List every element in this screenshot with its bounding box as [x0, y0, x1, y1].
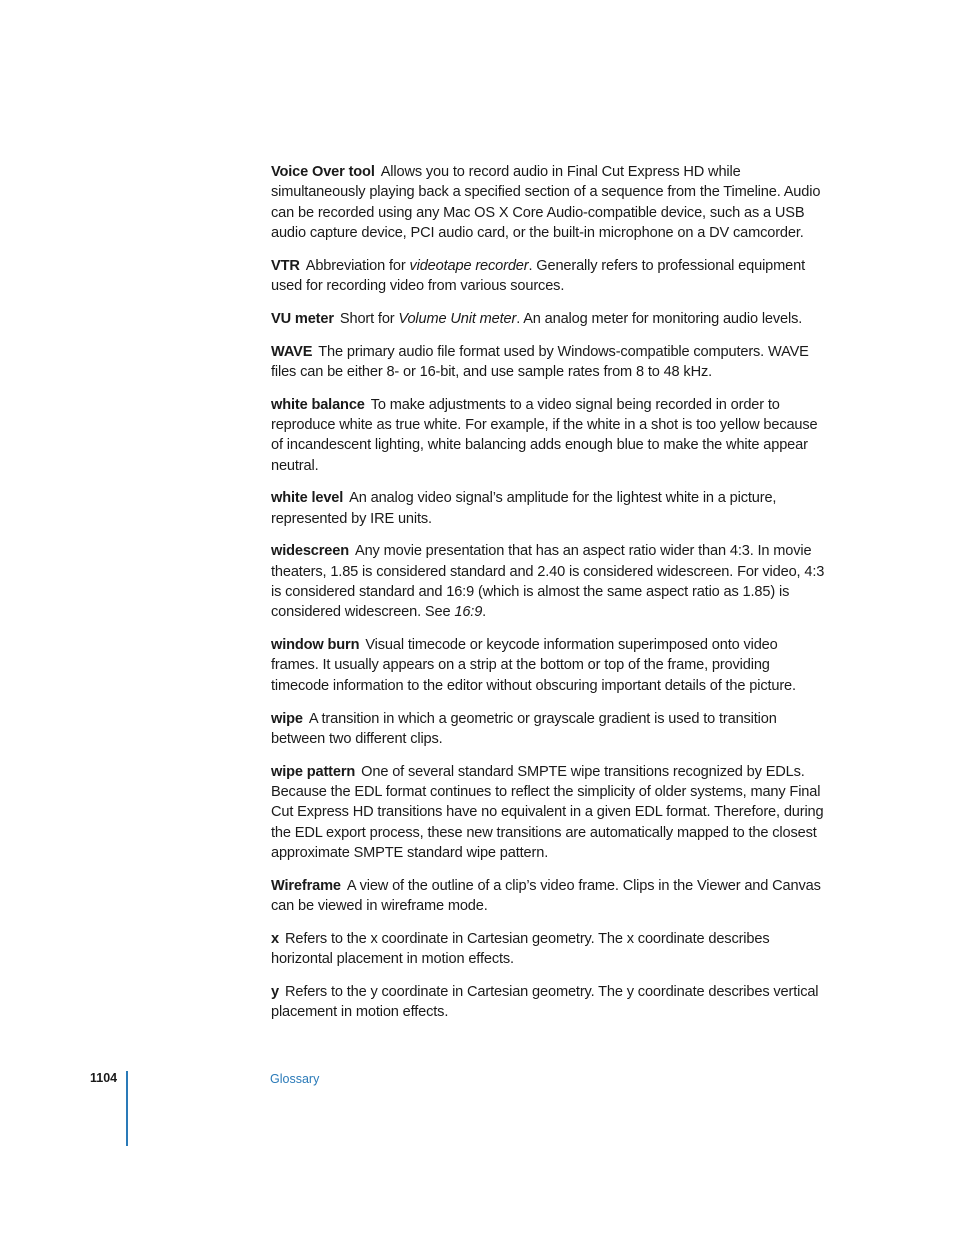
- glossary-entry-wipe-pattern: [271, 762, 827, 863]
- entry-term: white level: [271, 490, 344, 507]
- entry-term: wipe pattern: [271, 763, 356, 780]
- glossary-entry-white-balance: [271, 395, 827, 476]
- glossary-content: [271, 162, 827, 1035]
- glossary-entry-wave: [271, 342, 827, 383]
- entry-definition: . An analog meter for monitoring audio levels.: [516, 310, 803, 327]
- entry-term: wipe: [271, 710, 303, 727]
- page-number: 1104: [90, 1071, 118, 1085]
- entry-term: Wireframe: [271, 877, 341, 894]
- glossary-entry-white-level: [271, 488, 827, 529]
- entry-term: VTR: [271, 257, 300, 274]
- cross-reference: 16:9: [454, 604, 483, 621]
- entry-definition: A transition in which a geometric or grayscale gradient is used to transition between two different clips.: [271, 710, 777, 747]
- entry-definition: To make adjustments to a video signal being recorded in order to reproduce white as true white. For example, if the white in a shot is too yellow because of incandescent lighting, white balancing adds enough blue to make the white appear neutral.: [271, 396, 818, 474]
- glossary-entry-window-burn: [271, 635, 827, 696]
- entry-definition: An analog video signal’s amplitude for the lightest white in a picture, represented by IRE units.: [271, 490, 777, 527]
- entry-definition: Allows you to record audio in Final Cut Express HD while simultaneously playing back a specified section of a sequence from the Timeline. Audio can be recorded using any Mac OS X Core Audio-compatible device, such as a USB audio capture device, PCI audio card, or the built-in microphone on a DV camcorder.: [271, 164, 821, 241]
- glossary-entry-widescreen: [271, 541, 827, 622]
- entry-definition: A view of the outline of a clip’s video frame. Clips in the Viewer and Canvas can be viewed in wireframe mode.: [271, 877, 821, 914]
- entry-term: window burn: [271, 637, 360, 654]
- glossary-entry-x: [271, 929, 827, 970]
- footer-section-label: Glossary: [270, 1072, 320, 1086]
- entry-term: x: [271, 930, 279, 947]
- entry-definition-italic: videotape recorder: [409, 257, 529, 274]
- glossary-entry-voice-over-tool: [271, 162, 827, 243]
- entry-definition: Refers to the x coordinate in Cartesian geometry. The x coordinate describes horizontal placement in motion effects.: [271, 930, 770, 967]
- entry-term: Voice Over tool: [271, 164, 375, 180]
- entry-definition-italic: Volume Unit meter: [398, 310, 517, 327]
- entry-definition: Abbreviation for: [305, 257, 410, 274]
- entry-definition: Refers to the y coordinate in Cartesian geometry. The y coordinate describes vertical placement in motion effects.: [271, 983, 819, 1021]
- entry-definition: Short for: [339, 310, 399, 327]
- entry-definition: One of several standard SMPTE wipe transitions recognized by EDLs. Because the EDL format continues to reflect the simplicity of older systems, many Final Cut Express HD transitions have no equivalent in a given EDL format. Therefore, during the EDL export process, these new transitions are automatically mapped to the closest approximate SMPTE standard wipe pattern.: [271, 763, 824, 861]
- entry-definition: Visual timecode or keycode information superimposed onto video frames. It usually appears on a strip at the bottom or top of the frame, providing timecode information to the editor without obscuring important details of the picture.: [271, 637, 796, 694]
- glossary-entry-vtr: [271, 256, 827, 297]
- entry-term: widescreen: [271, 543, 349, 560]
- entry-definition: . Generally refers to professional equipment used for recording video from various sources.: [271, 257, 805, 294]
- entry-definition: .: [482, 604, 487, 621]
- glossary-entry-vu-meter: [271, 309, 827, 329]
- entry-term: white balance: [271, 396, 365, 413]
- footer-divider: [126, 1071, 128, 1146]
- entry-term: y: [271, 983, 279, 1000]
- glossary-entry-wipe: [271, 709, 827, 750]
- glossary-entry-y: [271, 982, 827, 1023]
- glossary-entry-wireframe: [271, 876, 827, 917]
- entry-definition: Any movie presentation that has an aspect ratio wider than 4:3. In movie theaters, 1.85 is considered standard and 2.40 is considered widescreen. For video, 4:3 is considered standard and 16:9 (which is almost the same aspect ratio as 1.85) is considered widescreen. See: [271, 543, 825, 621]
- entry-term: WAVE: [271, 343, 313, 360]
- entry-definition: The primary audio file format used by Windows-compatible computers. WAVE files can be either 8- or 16-bit, and use sample rates from 8 to 48 kHz.: [271, 343, 809, 380]
- entry-term: VU meter: [271, 310, 334, 327]
